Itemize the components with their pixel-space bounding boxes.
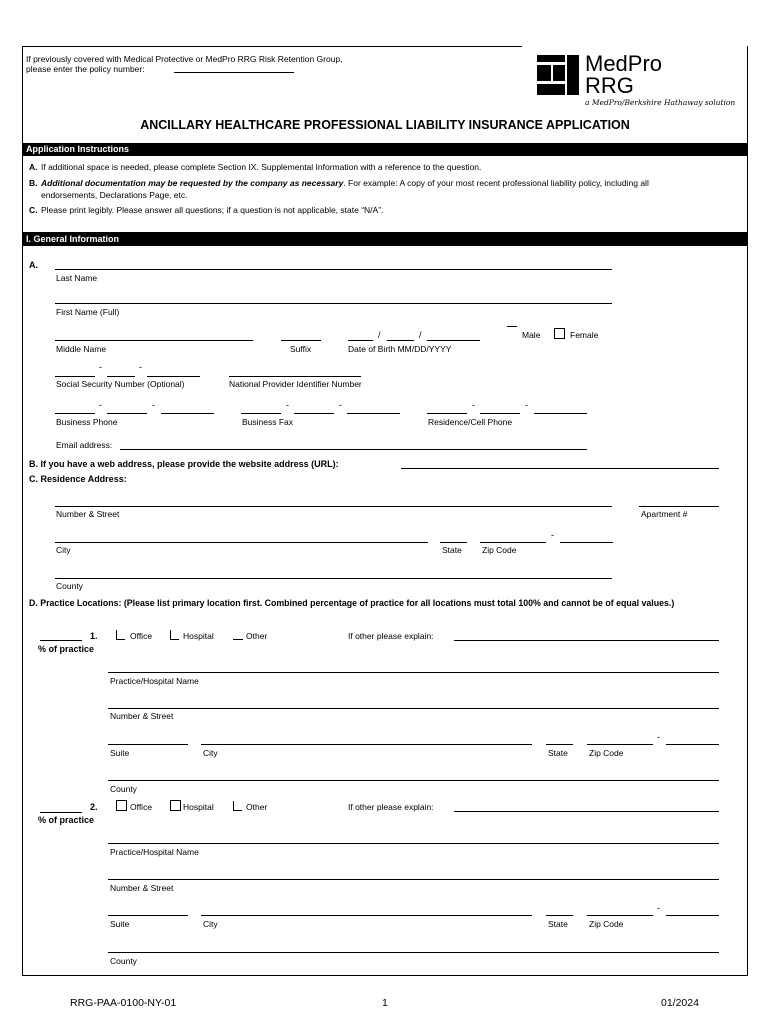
- location1-explain-label: If other please explain:: [348, 631, 434, 641]
- location2-hospital-label: Hospital: [183, 802, 214, 812]
- business-phone-prefix-field[interactable]: [107, 413, 147, 414]
- residence-state-field[interactable]: [440, 542, 467, 543]
- location1-suite-label: Suite: [110, 748, 130, 758]
- location1-name-field[interactable]: [108, 672, 719, 673]
- location2-office-checkbox[interactable]: [116, 800, 127, 811]
- location2-percent-field[interactable]: [40, 812, 82, 813]
- middle-name-label: Middle Name: [56, 344, 107, 354]
- business-fax-label: Business Fax: [242, 417, 294, 427]
- location2-state-field[interactable]: [546, 915, 573, 916]
- residence-city-field[interactable]: [55, 542, 428, 543]
- instruction-b-rest: . For example: A copy of your most recent professional liability policy, including all: [343, 178, 649, 188]
- residence-zip-label: Zip Code: [482, 545, 517, 555]
- npi-label: National Provider Identifier Number: [229, 379, 362, 389]
- instruction-b-text: [41, 178, 649, 188]
- male-checkbox[interactable]: [507, 326, 517, 327]
- location1-explain-field[interactable]: [454, 640, 719, 641]
- ssn-part1-field[interactable]: [55, 376, 95, 377]
- cell-phone-dash-1: -: [472, 400, 475, 410]
- business-fax-dash-1: -: [286, 400, 289, 410]
- medpro-logo-mark-icon: [537, 55, 581, 95]
- practice-locations-question: D. Practice Locations: (Please list primary location first. Combined percentage of practice for all locations must total 100% and cannot be of equal values.): [29, 598, 675, 608]
- first-name-label: First Name (Full): [56, 307, 120, 317]
- cell-phone-line-field[interactable]: [534, 413, 587, 414]
- residence-zip-field[interactable]: [480, 542, 546, 543]
- ssn-dash-1: -: [99, 362, 102, 372]
- location1-percent-field[interactable]: [40, 640, 82, 641]
- location2-other-checkbox[interactable]: [233, 801, 242, 811]
- dob-year-field[interactable]: [427, 340, 480, 341]
- residence-zip-dash: -: [551, 530, 554, 540]
- location2-other-label: Other: [246, 802, 268, 812]
- residence-question: C. Residence Address:: [29, 474, 127, 484]
- location2-zip-label: Zip Code: [589, 919, 624, 929]
- residence-zip4-field[interactable]: [560, 542, 613, 543]
- residence-county-field[interactable]: [55, 578, 612, 579]
- middle-name-field[interactable]: [55, 340, 253, 341]
- location2-percent-label: % of practice: [38, 815, 95, 825]
- location2-street-label: Number & Street: [110, 883, 174, 893]
- location1-zip4-field[interactable]: [666, 744, 719, 745]
- section1-heading: I. General Information: [22, 232, 748, 246]
- instruction-b-letter: B.: [29, 178, 38, 188]
- location2-name-field[interactable]: [108, 843, 719, 844]
- female-checkbox[interactable]: [554, 328, 565, 339]
- suffix-field[interactable]: [281, 340, 321, 341]
- email-field[interactable]: [120, 449, 587, 450]
- location2-suite-field[interactable]: [108, 915, 188, 916]
- policy-prompt-line2: please enter the policy number:: [26, 64, 145, 74]
- location1-office-checkbox[interactable]: [116, 630, 125, 640]
- policy-number-field[interactable]: [174, 72, 294, 73]
- instruction-b-bold: Additional documentation may be requested by the company as necessary: [41, 178, 344, 188]
- npi-field[interactable]: [229, 376, 361, 377]
- location2-city-label: City: [203, 919, 218, 929]
- cell-phone-label: Residence/Cell Phone: [428, 417, 513, 427]
- ssn-label: Social Security Number (Optional): [56, 379, 185, 389]
- location2-state-label: State: [548, 919, 568, 929]
- location1-hospital-label: Hospital: [183, 631, 214, 641]
- instruction-c-letter: C.: [29, 205, 38, 215]
- location1-number: 1.: [90, 631, 98, 641]
- location2-county-label: County: [110, 956, 137, 966]
- cell-phone-prefix-field[interactable]: [480, 413, 520, 414]
- page-bottom-rule: [22, 975, 748, 976]
- business-fax-line-field[interactable]: [347, 413, 400, 414]
- location1-other-checkbox[interactable]: [233, 639, 243, 640]
- business-phone-dash-1: -: [99, 400, 102, 410]
- website-question: B. If you have a web address, please provide the website address (URL):: [29, 459, 339, 469]
- residence-apartment-field[interactable]: [639, 506, 719, 507]
- location1-state-field[interactable]: [546, 744, 573, 745]
- location1-name-label: Practice/Hospital Name: [110, 676, 199, 686]
- location1-zip-label: Zip Code: [589, 748, 624, 758]
- dob-slash-2: /: [419, 330, 422, 340]
- location1-county-label: County: [110, 784, 137, 794]
- location2-county-field[interactable]: [108, 952, 719, 953]
- ssn-part3-field[interactable]: [147, 376, 200, 377]
- location2-street-field[interactable]: [108, 879, 719, 880]
- residence-county-label: County: [56, 581, 83, 591]
- section1-a-letter: A.: [29, 260, 38, 270]
- first-name-field[interactable]: [55, 303, 612, 304]
- location1-zip-dash-mark: -: [657, 732, 660, 742]
- logo-tagline: a MedPro/Berkshire Hathaway solution: [585, 98, 736, 107]
- business-phone-label: Business Phone: [56, 417, 118, 427]
- dob-slash-1: /: [378, 330, 381, 340]
- ssn-dash-2: -: [139, 362, 142, 372]
- instruction-a-text: If additional space is needed, please complete Section IX. Supplemental Information with a reference to the question.: [41, 162, 482, 172]
- location2-city-field[interactable]: [201, 915, 532, 916]
- header-left-border: [22, 46, 23, 976]
- email-label: Email address:: [56, 440, 113, 450]
- residence-state-label: State: [442, 545, 462, 555]
- dob-month-field[interactable]: [348, 340, 373, 341]
- instructions-heading: Application Instructions: [22, 143, 748, 156]
- instruction-c-text: Please print legibly. Please answer all questions; if a question is not applicable, state “N/A”.: [41, 205, 384, 215]
- location1-hospital-checkbox[interactable]: [170, 630, 179, 640]
- location1-zip-field[interactable]: [587, 744, 653, 745]
- footer-page-number: 1: [382, 997, 388, 1009]
- location1-city-label: City: [203, 748, 218, 758]
- footer-form-id: RRG-PAA-0100-NY-01: [70, 997, 177, 1009]
- policy-prompt-line1: If previously covered with Medical Protective or MedPro RRG Risk Retention Group,: [26, 54, 343, 64]
- residence-city-label: City: [56, 545, 71, 555]
- suffix-label: Suffix: [290, 344, 312, 354]
- location1-percent-label: % of practice: [38, 644, 95, 654]
- location2-zip4-field[interactable]: [666, 915, 719, 916]
- location1-city-field[interactable]: [201, 744, 532, 745]
- location1-county-field[interactable]: [108, 780, 719, 781]
- business-fax-dash-2: -: [339, 400, 342, 410]
- instruction-a-letter: A.: [29, 162, 38, 172]
- dob-day-field[interactable]: [387, 340, 414, 341]
- location2-hospital-checkbox[interactable]: [170, 800, 181, 811]
- location1-suite-field[interactable]: [108, 744, 188, 745]
- cell-phone-area-field[interactable]: [427, 413, 467, 414]
- instruction-b-text2: endorsements, Declarations Page, etc.: [41, 190, 188, 200]
- footer-date: 01/2024: [661, 997, 699, 1009]
- location2-explain-field[interactable]: [454, 811, 719, 812]
- location1-street-field[interactable]: [108, 708, 719, 709]
- location2-explain-label: If other please explain:: [348, 802, 434, 812]
- business-phone-dash-2: -: [152, 400, 155, 410]
- header-right-border: [747, 46, 748, 976]
- location2-zip-dash-mark: -: [657, 903, 660, 913]
- header-top-rule: [22, 46, 522, 47]
- cell-phone-dash-2: -: [525, 400, 528, 410]
- location2-suite-label: Suite: [110, 919, 130, 929]
- residence-apartment-label: Apartment #: [641, 509, 688, 519]
- business-fax-prefix-field[interactable]: [294, 413, 334, 414]
- location2-zip-field[interactable]: [587, 915, 653, 916]
- residence-street-label: Number & Street: [56, 509, 120, 519]
- last-name-field[interactable]: [55, 269, 612, 270]
- location2-name-label: Practice/Hospital Name: [110, 847, 199, 857]
- location1-state-label: State: [548, 748, 568, 758]
- business-phone-line-field[interactable]: [161, 413, 214, 414]
- location2-number: 2.: [90, 802, 98, 812]
- logo-rrg-text: RRG: [585, 73, 634, 98]
- location1-other-label: Other: [246, 631, 268, 641]
- website-field[interactable]: [401, 468, 719, 469]
- logo-medpro-text: MedPro: [585, 51, 663, 76]
- business-fax-area-field[interactable]: [241, 413, 281, 414]
- female-label: Female: [570, 330, 599, 340]
- page-title: ANCILLARY HEALTHCARE PROFESSIONAL LIABILITY INSURANCE APPLICATION: [140, 118, 630, 132]
- location1-street-label: Number & Street: [110, 711, 174, 721]
- ssn-part2-field[interactable]: [107, 376, 135, 377]
- business-phone-area-field[interactable]: [55, 413, 95, 414]
- last-name-label: Last Name: [56, 273, 98, 283]
- location2-office-label: Office: [130, 802, 153, 812]
- location1-office-label: Office: [130, 631, 153, 641]
- dob-label: Date of Birth MM/DD/YYYY: [348, 344, 452, 354]
- residence-street-field[interactable]: [55, 506, 612, 507]
- medpro-logo: [537, 51, 747, 110]
- male-label: Male: [522, 330, 541, 340]
